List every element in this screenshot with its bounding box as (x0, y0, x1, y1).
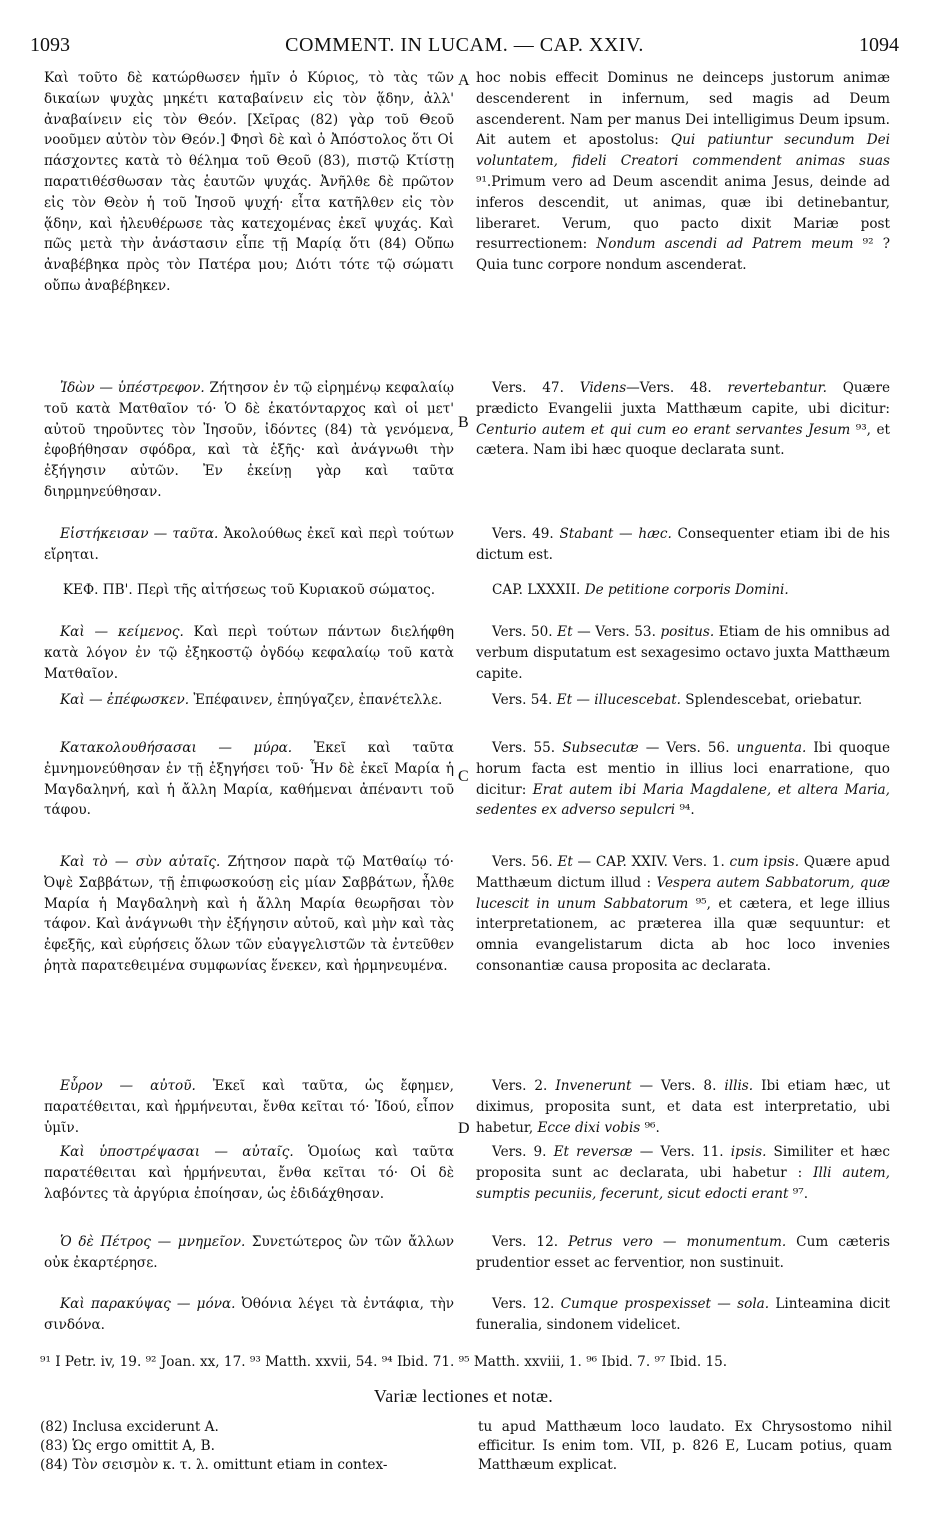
latin-column (476, 1142, 890, 1204)
greek-lemma: Καὶ τὸ — σὺν αὐταῖς. (60, 854, 221, 870)
latin-lemma: illis. (724, 1078, 754, 1094)
greek-paragraph (44, 1232, 454, 1274)
latin-text: CAP. LXXXII. (492, 582, 585, 598)
latin-paragraph (476, 622, 890, 684)
greek-lemma: Καὶ παρακύψας — μόνα. (60, 1296, 236, 1312)
latin-column (476, 1294, 890, 1336)
greek-lemma: Κατακολουθήσασαι — μύρα. (60, 740, 293, 756)
latin-text: — Vers. 56. (638, 740, 737, 756)
latin-column (476, 1232, 890, 1274)
greek-paragraph (44, 852, 454, 977)
latin-paragraph (476, 1232, 890, 1274)
latin-lemma: Invenerunt (555, 1078, 632, 1094)
latin-paragraph (476, 852, 890, 977)
latin-paragraph (476, 1142, 890, 1204)
greek-chapter-heading: ΚΕΦ. ΠΒ'. Περὶ τῆς αἰτήσεως τοῦ Κυριακοῦ σώματος. (62, 582, 436, 598)
latin-quote: Nondum ascendi ad Patrem meum (596, 236, 854, 253)
greek-paragraph (44, 524, 454, 566)
greek-paragraph (44, 1294, 454, 1336)
greek-lemma: Ἰδὼν — ὑπέστρεφον. (60, 380, 205, 396)
latin-lemma: Cumque prospexisset — sola. (560, 1296, 770, 1312)
latin-text: —Vers. 48. (626, 380, 728, 396)
latin-lemma: Stabant — hæc. (559, 526, 672, 542)
greek-text: Ὀθόνια λέγει τὰ ἐντάφια, τὴν σινδόνα. (44, 1296, 454, 1333)
greek-column (44, 1142, 454, 1204)
greek-column (44, 378, 454, 503)
greek-lemma: Καὶ — κείμενος. (60, 624, 184, 640)
greek-text: Ἀκολούθως ἐκεῖ καὶ περὶ τούτων εἴρηται. (44, 526, 454, 563)
latin-column (476, 378, 890, 461)
greek-lemma: Καὶ ὑποστρέψασαι — αὐταῖς. (60, 1144, 294, 1160)
greek-column (44, 690, 454, 711)
greek-text: Καὶ τοῦτο δὲ κατώρθωσεν ἡμῖν ὁ Κύριος, τὸ τὰς τῶν δικαίων ψυχὰς μηκέτι καταβαίνειν εἰς τὸν ᾅδην, ἀλλ' ἀναβαίνειν εἰς τὸν Θεόν. [Χεῖρας (82) γὰρ τοῦ Θεοῦ νοοῦμεν αὐτὸν τὸν Θεόν.] Φησὶ δὲ καὶ ὁ Ἀπόστολος ὅτι Οἱ πάσχοντες κατὰ τὸ θέλημα τοῦ Θεοῦ (83), πιστῷ Κτίστῃ παρατιθέσθωσαν τὰς ἑαυτῶν ψυχάς. Ἀνῆλθε δὲ πρῶτον εἰς τὸν Θεὸν ἡ τοῦ Ἰησοῦ ψυχή· εἶτα κατῆλθεν εἰς τὸν ᾅδην, καὶ ἠλευθέρωσε τὰς κατεχομένας ἐκεῖ ψυχάς. Καὶ πῶς μετὰ τὴν ἀνάστασιν εἶπε τῇ Μαρίᾳ ὅτι (84) Οὔπω ἀναβέβηκα πρὸς τὸν Πατέρα μου; Διότι τότε τῷ σώματι οὔπω ἀναβέβηκεν. (44, 70, 454, 294)
latin-text: Vers. 12. (492, 1296, 561, 1312)
greek-paragraph (44, 1142, 454, 1204)
note-82: (82) Inclusa exciderunt A. (40, 1419, 219, 1435)
latin-quote: Erat autem ibi Maria Magdalene, et altera Maria, sedentes ex adverso sepulcri (476, 781, 890, 819)
latin-lemma: cum ipsis. (729, 854, 800, 870)
latin-quote: De petitione corporis Domini. (584, 582, 789, 598)
page-number-left: 1093 (30, 34, 70, 56)
latin-text: ⁹⁵, et cætera, et lege illius interpretationem, ac præterea illa quæ sequuntur: et omnia evangelistarum dicta ab hoc loco invenies consonantiæ causa proposita ac declarata. (476, 895, 890, 974)
latin-text: Quære apud Matthæum dictum illud : (476, 854, 891, 891)
latin-text: Vers. 12. (492, 1234, 569, 1250)
latin-text: ⁹⁷. (788, 1185, 809, 1202)
footnote-references: ⁹¹ I Petr. iv, 19. ⁹² Joan. xx, 17. ⁹³ Matth. xxvii, 54. ⁹⁴ Ibid. 71. ⁹⁵ Matth. xxviii, 1. ⁹⁶ Ibid. 7. ⁹⁷ Ibid. 15. (40, 1354, 728, 1370)
greek-column (44, 622, 454, 684)
latin-quote: Qui patiuntur secundum Dei voluntatem, fideli Creatori commendent animas suas (476, 132, 890, 170)
latin-text: hoc nobis effecit Dominus ne deinceps justorum animæ descenderent in infernum, sed magis ad Deum ascenderent. Nam per manus Dei intelligimus Deum ipsum. Ait autem et apostolus: (476, 70, 890, 149)
latin-paragraph (476, 524, 890, 566)
greek-paragraph (44, 378, 454, 503)
greek-paragraph (44, 622, 454, 684)
greek-text: Ἐπέφαινεν, ἐπηύγαζεν, ἐπανέτελλε. (189, 692, 443, 708)
greek-text: Συνετώτερος ὢν τῶν ἄλλων οὐκ ἐκαρτέρησε. (44, 1234, 454, 1271)
greek-paragraph (44, 738, 454, 821)
latin-column (476, 622, 890, 684)
greek-column (44, 68, 454, 297)
greek-text: Ὁμοίως καὶ ταῦτα παρατέθειται καὶ ἡρμήνευται, ἔνθα κεῖται τό· Οἱ δὲ λαβόντες τὰ ἀργύρια ἐποίησαν, ὡς ἐδιδάχθησαν. (44, 1144, 454, 1202)
latin-text: — CAP. XXIV. Vers. 1. (572, 854, 730, 870)
latin-column (476, 1076, 890, 1138)
latin-paragraph (476, 68, 890, 276)
greek-column (44, 1232, 454, 1274)
latin-column (476, 580, 890, 601)
latin-lemma: Et — illucescebat. (556, 692, 681, 708)
latin-text: Vers. 54. (492, 692, 557, 708)
latin-lemma: unguenta. (736, 740, 807, 756)
margin-marker-a: A (458, 72, 470, 89)
latin-lemma: Videns (579, 380, 627, 396)
greek-column (44, 1076, 454, 1138)
greek-column (44, 1294, 454, 1336)
latin-lemma: ipsis. (730, 1144, 767, 1160)
note-84-continued: tu apud Matthæum loco laudato. Ex Chrysostomo nihil efficitur. Is enim tom. VII, p. 826 E, Lucam potius, quam Matthæum explicat. (478, 1419, 892, 1473)
latin-lemma: revertebantur. (727, 380, 827, 396)
latin-lemma: Et reversæ (553, 1144, 633, 1160)
running-title: COMMENT. IN LUCAM. — CAP. XXIV. (285, 34, 644, 56)
greek-paragraph (44, 68, 454, 297)
greek-paragraph (44, 1076, 454, 1138)
latin-chapter-heading (476, 580, 890, 601)
latin-text: Vers. 56. (492, 854, 558, 870)
latin-text: Similiter et hæc proposita sunt ac declarata, ubi habetur : (476, 1144, 891, 1181)
latin-lemma: Et (557, 854, 573, 870)
greek-text: Καὶ περὶ τούτων πάντων διελήφθη κατὰ λόγον ἐν τῷ ἐξηκοστῷ ὀγδόῳ κεφαλαίῳ τοῦ κατὰ Ματθαῖον. (44, 624, 454, 682)
notes-left-column (40, 1418, 460, 1475)
latin-quote: Ecce dixi vobis (537, 1119, 641, 1136)
margin-marker-d: D (458, 1120, 470, 1137)
latin-text: Linteamina dicit funeralia, sindonem videlicet. (476, 1296, 890, 1333)
note-83: (83) Ὡς ergo omittit A, B. (40, 1438, 215, 1454)
latin-text: Vers. 9. (492, 1144, 554, 1160)
latin-lemma: positus. (660, 624, 715, 640)
notes-right-column (478, 1418, 892, 1475)
note-84: (84) Τὸν σεισμὸν κ. τ. λ. omittunt etiam in contex- (40, 1457, 388, 1473)
greek-column (44, 580, 454, 601)
notes-title: Variæ lectiones et notæ. (373, 1386, 554, 1406)
latin-column (476, 852, 890, 977)
margin-marker-c: C (458, 768, 469, 785)
latin-text: Vers. 49. (492, 526, 560, 542)
latin-paragraph (476, 1076, 890, 1138)
latin-paragraph (476, 738, 890, 821)
running-header (30, 34, 899, 64)
latin-text: — Vers. 11. (632, 1144, 731, 1160)
greek-text: Ἐκεῖ καὶ ταῦτα ἐμνημονεύθησαν ἐν τῇ ἐξηγήσει τοῦ· Ἦν δὲ ἐκεῖ Μαρία ἡ Μαγδαληνή, καὶ ἡ ἄλλη Μαρία, καθήμεναι ἀπέναντι τοῦ τάφου. (44, 740, 454, 819)
latin-text: Ibi etiam hæc, ut diximus, proposita sunt, et data est interpretatio, ubi habetur, (476, 1078, 890, 1136)
latin-text: Quære prædicto Evangelii juxta Matthæum capite, ubi dicitur: (476, 380, 891, 417)
greek-text: Ζήτησον παρὰ τῷ Ματθαίῳ τό· Ὀψὲ Σαββάτων, τῇ ἐπιφωσκούσῃ εἰς μίαν Σαββάτων, ἦλθε Μαρία ἡ Μαγδαληνὴ καὶ ἡ ἄλλη Μαρία θεωρῆσαι τὸν τάφον. Καὶ ἀνάγνωθι τὴν ἐξήγησιν αὐτοῦ, καὶ μὴν καὶ τὰς ἐφεξῆς, καὶ εὑρήσεις ὅλων τῶν εὐαγγελιστῶν τὰ ἐντεῦθεν ῥητὰ παρατεθειμένα συμφωνίας ἕνεκεν, καὶ ἡρμηνευμένα. (44, 854, 454, 974)
latin-text: ⁹³, et cætera. Nam ibi hæc quoque declarata sunt. (476, 421, 890, 459)
latin-text: Vers. 2. (492, 1078, 556, 1094)
latin-column (476, 690, 890, 711)
latin-text: — Vers. 8. (631, 1078, 725, 1094)
latin-text: ⁹² ? Quia tunc corpore nondum ascenderat. (476, 236, 891, 274)
greek-lemma: Εἱστήκεισαν — ταῦτα. (60, 526, 219, 542)
greek-lemma: Καὶ — ἐπέφωσκεν. (60, 692, 190, 708)
latin-text: Ibi quoque horum facta est mentio in illius loci enarratione, quo dicitur: (476, 740, 891, 798)
latin-quote: Illi autem, sumptis pecuniis, fecerunt, sicut edocti erant (476, 1164, 890, 1202)
greek-text: Ζήτησον ἐν τῷ εἰρημένῳ κεφαλαίῳ τοῦ κατὰ Ματθαῖον τό· Ὁ δὲ ἑκατόνταρχος καὶ οἱ μετ' αὐτοῦ τηροῦντες τὸν Ἰησοῦν, ἰδόντες (84) τὰ γενόμενα, ἐφοβήθησαν σφόδρα, καὶ τὰ ἑξῆς· καὶ ἀνάγνωθι τὴν ἐξήγησιν αὐτῶν. Ἐν ἐκείνῃ γὰρ καὶ ταῦτα διηρμηνεύθησαν. (44, 380, 455, 500)
latin-text: Consequenter etiam ibi de his dictum est. (476, 526, 891, 563)
latin-text: — Vers. 53. (572, 624, 661, 640)
latin-quote: Vespera autem Sabbatorum, quæ lucescit in unum Sabbatorum (476, 874, 890, 912)
latin-column (476, 524, 890, 566)
latin-column (476, 68, 890, 276)
latin-text: Splendescebat, oriebatur. (680, 692, 863, 708)
latin-text: ⁹⁴. (675, 802, 695, 819)
latin-column (476, 738, 890, 821)
latin-text: Vers. 50. (492, 624, 558, 640)
greek-paragraph (44, 690, 454, 711)
greek-lemma: Εὗρον — αὐτοῦ. (60, 1078, 196, 1094)
latin-paragraph (476, 1294, 890, 1336)
latin-paragraph (476, 378, 890, 461)
greek-lemma: Ὁ δὲ Πέτρος — μνημεῖον. (60, 1234, 246, 1250)
margin-marker-b: B (458, 414, 469, 431)
latin-text: Etiam de his omnibus ad verbum disputatum est sexagesimo octavo juxta Matthæum capite. (476, 624, 891, 682)
latin-text: Vers. 55. (492, 740, 563, 756)
latin-quote: Centurio autem et qui cum eo erant servantes Jesum (476, 421, 851, 438)
greek-text: Ἐκεῖ καὶ ταῦτα, ὡς ἔφημεν, παρατέθειται, καὶ ἡρμήνευται, ἔνθα κεῖται τό· Ἰδού, εἶπον ὑμῖν. (44, 1078, 454, 1136)
page-number-right: 1094 (859, 34, 899, 56)
latin-lemma: Subsecutæ (562, 740, 639, 756)
greek-column (44, 852, 454, 977)
latin-text: Vers. 47. (492, 380, 580, 396)
latin-text: Cum cæteris prudentior esset ac ferventior, non sustinuit. (476, 1234, 890, 1271)
latin-lemma: Petrus vero — monumentum. (568, 1234, 787, 1250)
latin-text: ⁹¹.Primum vero ad Deum ascendit anima Jesus, deinde ad inferos descendit, ut animas, quæ ibi detinebantur, liberaret. Verum, quo pacto dixit Mariæ post resurrectionem: (476, 173, 890, 253)
greek-column (44, 738, 454, 821)
latin-lemma: Et (557, 624, 573, 640)
latin-paragraph (476, 690, 890, 711)
greek-column (44, 524, 454, 566)
latin-text: ⁹⁶. (640, 1119, 660, 1136)
